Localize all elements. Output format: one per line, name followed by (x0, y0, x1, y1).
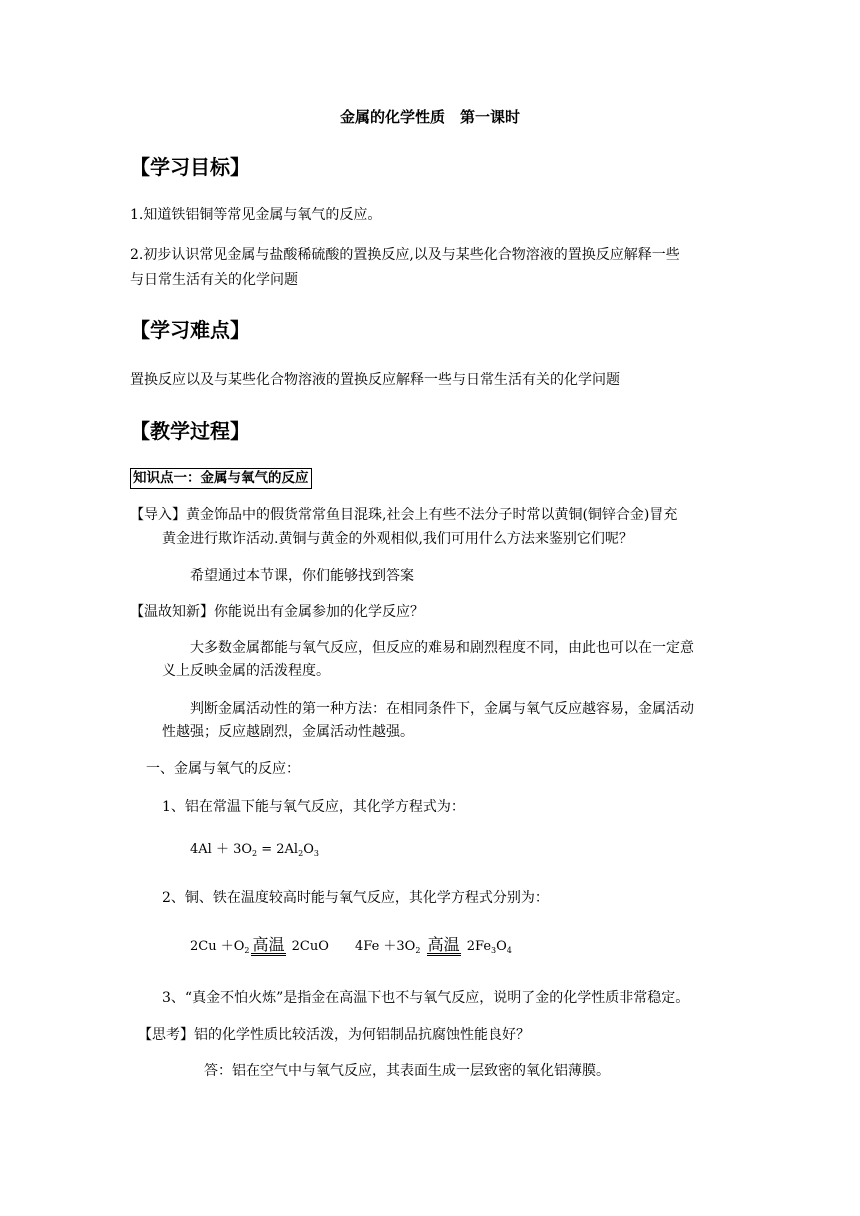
intro-line2: 黄金进行欺诈活动.黄铜与黄金的外观相似,我们可用什么方法来鉴别它们呢？ (162, 531, 633, 547)
difficulty-text: 置换反应以及与某些化合物溶液的置换反应解释一些与日常生活有关的化学问题 (130, 372, 620, 388)
objectives-heading: 【学习目标】 (130, 155, 250, 179)
equation-copper: $2Cu +O_2$ 高温 2CuO (190, 935, 329, 955)
review-p2-line1: 判断金属活动性的第一种方法：在相同条件下，金属与氧气反应越容易，金属活动 (190, 701, 694, 717)
reaction-heading: 一、金属与氧气的反应： (146, 761, 300, 777)
review-p1-line2: 义上反映金属的活泼程度。 (162, 663, 330, 679)
review-p1-line1: 大多数金属都能与氧气反应，但反应的难易和剧烈程度不同，由此也可以在一定意 (190, 640, 694, 656)
review-line1: 【温故知新】你能说出有金属参加的化学反应？ (130, 604, 424, 620)
equation-iron: $4Fe +3O_2$ 高温 $2Fe_3O_4$ (355, 935, 512, 955)
condition-high-temp: 高温 (252, 935, 285, 954)
reaction-item2: 2、铜、铁在温度较高时能与氧气反应，其化学方程式分别为： (162, 890, 549, 906)
intro-line3: 希望通过本节课，你们能够找到答案 (190, 568, 414, 584)
equation-aluminum: $4Al + 3O_2 = 2Al_2O_3$ (190, 842, 319, 858)
page-title: 金属的化学性质 第一课时 (339, 108, 520, 126)
reaction-item1: 1、铝在常温下能与氧气反应，其化学方程式为： (162, 799, 465, 815)
process-heading: 【教学过程】 (130, 419, 250, 443)
objective-1: 1.知道铁铝铜等常见金属与氧气的反应。 (130, 207, 382, 223)
condition-high-temp: 高温 (427, 935, 460, 954)
objective-2-line1: 2.初步认识常见金属与盐酸稀硫酸的置换反应,以及与某些化合物溶液的置换反应解释一些 (130, 247, 680, 263)
reaction-item3: 3、“真金不怕火炼”是指金在高温下也不与氧气反应，说明了金的化学性质非常稳定。 (162, 990, 690, 1006)
think-answer: 答：铝在空气中与氧气反应，其表面生成一层致密的氧化铝薄膜。 (204, 1063, 610, 1079)
think-question: 【思考】铝的化学性质比较活泼，为何铝制品抗腐蚀性能良好？ (138, 1027, 530, 1043)
knowledge-point-box: 知识点一：金属与氧气的反应 (130, 468, 312, 489)
review-p2-line2: 性越强；反应越剧烈，金属活动性越强。 (162, 724, 414, 740)
difficulty-heading: 【学习难点】 (130, 318, 250, 342)
intro-line1: 【导入】黄金饰品中的假货常常鱼目混珠,社会上有些不法分子时常以黄铜(铜锌合金)冒充 (130, 507, 678, 523)
objective-2-line2: 与日常生活有关的化学问题 (130, 272, 298, 288)
